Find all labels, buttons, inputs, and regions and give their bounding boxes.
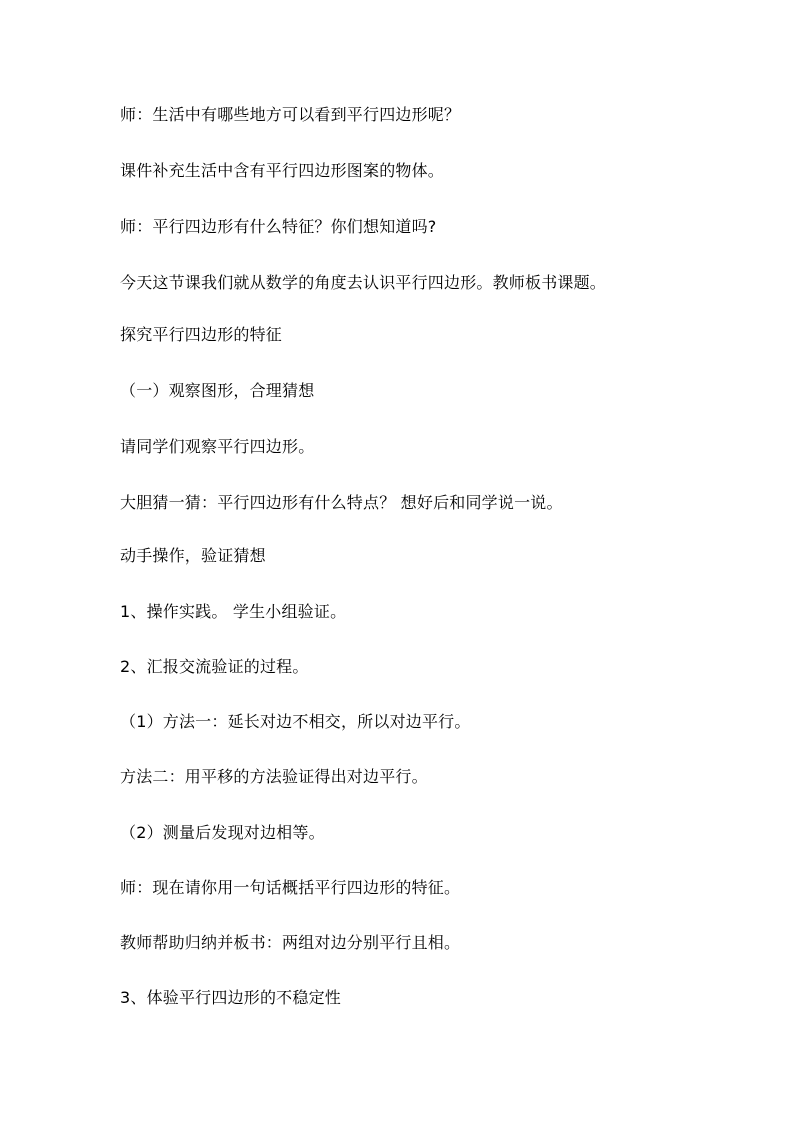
paragraph: 今天这节课我们就从数学的角度去认识平行四边形。教师板书课题。 bbox=[120, 273, 607, 292]
subsection-heading: 动手操作，验证猜想 bbox=[120, 546, 266, 565]
paragraph: 大胆猜一猜：平行四边形有什么特点？ 想好后和同学说一说。 bbox=[120, 493, 563, 512]
paragraph: 教师帮助归纳并板书：两组对边分别平行且相。 bbox=[120, 933, 461, 952]
paragraph: 师：平行四边形有什么特征？你们想知道吗? bbox=[120, 217, 437, 236]
paragraph: 请同学们观察平行四边形。 bbox=[120, 437, 315, 456]
paragraph: （2）测量后发现对边相等。 bbox=[120, 823, 325, 842]
subsection-heading: （一）观察图形，合理猜想 bbox=[120, 381, 315, 400]
paragraph: 课件补充生活中含有平行四边形图案的物体。 bbox=[120, 161, 445, 180]
paragraph: 师：现在请你用一句话概括平行四边形的特征。 bbox=[120, 878, 461, 897]
list-item: 1、操作实践。 学生小组验证。 bbox=[120, 602, 347, 621]
list-item: 3、体验平行四边形的不稳定性 bbox=[120, 988, 341, 1007]
list-item: 2、汇报交流验证的过程。 bbox=[120, 657, 309, 676]
section-heading: 探究平行四边形的特征 bbox=[120, 325, 283, 344]
paragraph: 师：生活中有哪些地方可以看到平行四边形呢？ bbox=[120, 105, 461, 124]
paragraph: （1）方法一：延长对边不相交，所以对边平行。 bbox=[120, 712, 471, 731]
paragraph: 方法二：用平移的方法验证得出对边平行。 bbox=[120, 767, 428, 786]
